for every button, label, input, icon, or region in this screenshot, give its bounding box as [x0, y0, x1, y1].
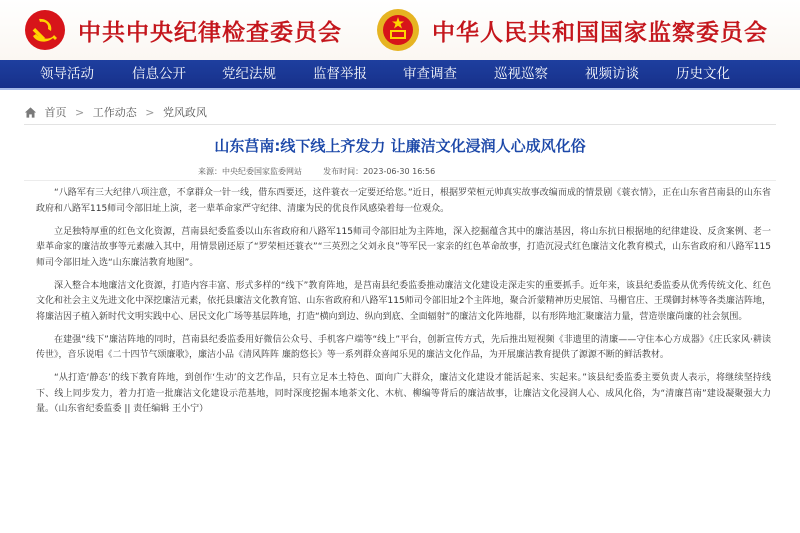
nsc-title: 中华人民共和国国家监察委员会 — [432, 19, 768, 46]
article-paragraph: “八路军有三大纪律八项注意，不拿群众一针一线，借东西要还，这件蓑衣一定要还给您。”近日，根据罗荣桓元帅真实故事改编而成的情景剧《蓑衣情》，正在山东省莒南县的山东省政府和八路军115师司令部旧址上演，老一辈革命家严守纪律、清廉为民的优良作风感染着每一位观众。 — [36, 188, 771, 214]
national-emblem-icon — [375, 8, 421, 52]
divider — [24, 180, 776, 181]
breadcrumb-separator: > — [75, 105, 85, 119]
party-emblem-icon — [24, 9, 66, 51]
nav-leadership[interactable]: 领导活动 — [40, 66, 94, 82]
breadcrumb-separator: > — [145, 105, 155, 119]
breadcrumb-home[interactable]: 首页 — [44, 106, 67, 119]
article-source: 来源：中央纪委国家监委网站 — [198, 167, 302, 176]
breadcrumb — [24, 104, 207, 120]
breadcrumb-work-news[interactable]: 工作动态 — [92, 106, 137, 119]
nav-video[interactable]: 视频访谈 — [585, 66, 639, 82]
article-meta — [198, 166, 435, 177]
article-time: 发布时间：2023-06-30 16:56 — [323, 167, 436, 176]
site-header — [0, 0, 800, 60]
cpc-ccdi-title: 中共中央纪律检查委员会 — [78, 19, 342, 46]
nav-investigation[interactable]: 审查调查 — [403, 66, 457, 82]
breadcrumb-party-style[interactable]: 党风政风 — [162, 106, 207, 119]
main-nav — [0, 60, 800, 90]
nav-regulations[interactable]: 党纪法规 — [222, 66, 276, 82]
article-body — [36, 186, 771, 425]
article-paragraph: 在建强“线下”廉洁阵地的同时，莒南县纪委监委用好微信公众号、手机客户端等“线上”平台，创新宣传方式，先后推出短视频《非遗里的清廉——守住本心方成器》《庄氏家风·耕读传世》，音乐说唱《二十四节气颂廉歌》，廉洁小品《清风阵阵 廉韵悠长》等一系列群众喜闻乐见的廉洁文化作品，为开展廉洁教育提供了源源不断的鲜活教材。 — [36, 334, 771, 360]
nav-inspection[interactable]: 巡视巡察 — [494, 66, 548, 82]
divider — [24, 124, 776, 125]
nav-report[interactable]: 监督举报 — [313, 66, 367, 82]
article-paragraph: 立足独特厚重的红色文化资源，莒南县纪委监委以山东省政府和八路军115师司令部旧址为主阵地，深入挖掘蕴含其中的廉洁基因，将山东抗日根据地的纪律建设、反贪案例、老一辈革命家的廉洁故事等元素融入其中，用情景剧还原了“罗荣桓还蓑衣”“三英烈之父刘永良”等军民一家亲的红色革命故事，打造沉浸式红色廉洁文化教育模式，山东省政府和八路军115师司令部旧址入选“山东廉洁教育地图”。 — [36, 226, 771, 268]
nav-info-disclosure[interactable]: 信息公开 — [132, 66, 186, 82]
article-paragraph: 深入整合本地廉洁文化资源，打造内容丰富、形式多样的“线下”教育阵地，是莒南县纪委监委推动廉洁文化建设走深走实的重要抓手。近年来，该县纪委监委从优秀传统文化、红色文化和社会主义先进文化中深挖廉洁元素，依托县廉洁文化教育馆、山东省政府和八路军115师司令部旧址2个主阵地，聚合沂蒙精神历史展馆、马栅官庄、王璞御封林等各类廉洁阵地，将廉洁因子植入新时代文明实践中心、居民文化广场等基层阵地，打造“横向到边、纵向到底、全面辐射”的廉洁文化阵地群，以有形阵地汇聚廉洁力量，营造崇廉尚廉的社会氛围。 — [36, 280, 771, 322]
article-paragraph: “从打造‘静态’的线下教育阵地，到创作‘生动’的文艺作品，只有立足本土特色、面向广大群众，廉洁文化建设才能活起来、实起来。”该县纪委监委主要负责人表示，将继续坚持线下、线上同步发力，着力打造一批廉洁文化建设示范基地，同时深度挖掘本地茶文化、木杭、柳编等背后的廉洁故事，让廉洁文化浸润人心、成风化俗，为“清廉莒南”建设凝聚强大力量。（山东省纪委监委 || 责任编辑 王小宁） — [36, 373, 771, 414]
article-title: 山东莒南:线下线上齐发力 让廉洁文化浸润人心成风化俗 — [214, 137, 586, 155]
nav-history[interactable]: 历史文化 — [676, 66, 730, 82]
home-icon — [24, 106, 37, 119]
